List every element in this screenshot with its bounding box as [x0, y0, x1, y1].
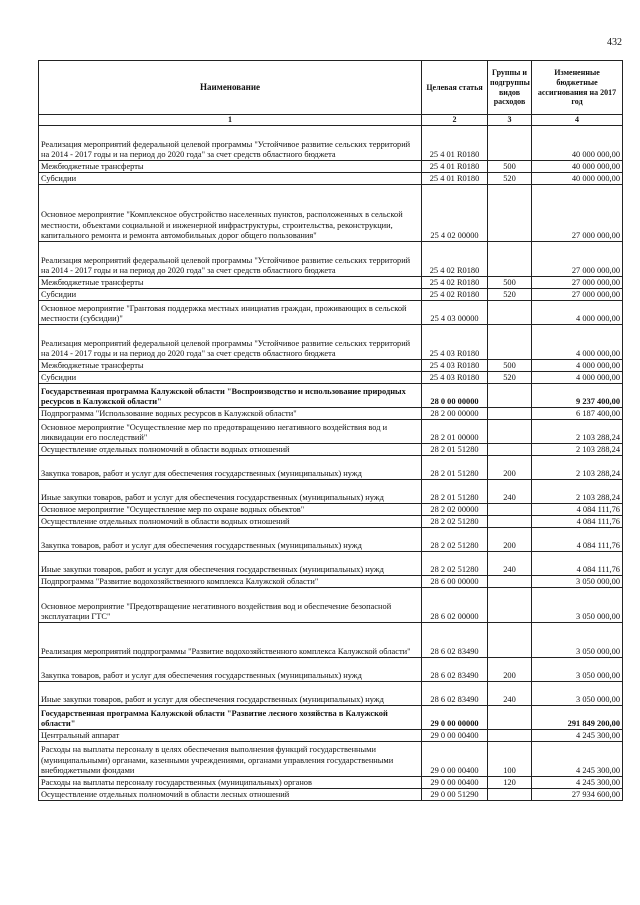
row-group-cell [488, 576, 532, 588]
row-name-cell: Реализация мероприятий федеральной целевой программы "Устойчивое развитие сельских территорий на 2014 - 2017 годы и на период до 2020 года" за счет средств областного бюджета [39, 126, 422, 161]
row-target-code-cell: 28 2 01 00000 [422, 420, 488, 444]
row-group-cell: 500 [488, 277, 532, 289]
row-group-cell: 240 [488, 682, 532, 706]
table-row [39, 576, 623, 588]
table-body [39, 126, 623, 801]
row-amount-cell: 3 050 000,00 [532, 588, 623, 623]
row-amount-cell: 2 103 288,24 [532, 456, 623, 480]
row-amount-cell: 4 245 300,00 [532, 742, 623, 777]
row-target-code-cell: 28 6 00 00000 [422, 576, 488, 588]
row-target-code-cell: 29 0 00 00400 [422, 742, 488, 777]
table-row [39, 682, 623, 706]
table-row [39, 623, 623, 658]
column-index-row [39, 115, 623, 126]
row-amount-cell: 3 050 000,00 [532, 576, 623, 588]
row-amount-cell: 4 084 111,76 [532, 516, 623, 528]
row-name-cell: Государственная программа Калужской области "Развитие лесного хозяйства в Калужской области" [39, 706, 422, 730]
row-target-code-cell: 25 4 03 R0180 [422, 325, 488, 360]
row-amount-cell: 27 000 000,00 [532, 289, 623, 301]
row-group-cell: 200 [488, 456, 532, 480]
row-name-cell: Расходы на выплаты персоналу государственных (муниципальных) органов [39, 777, 422, 789]
row-target-code-cell: 25 4 03 00000 [422, 301, 488, 325]
row-name-cell: Центральный аппарат [39, 730, 422, 742]
row-name-cell: Подпрограмма "Использование водных ресурсов в Калужской области" [39, 408, 422, 420]
row-name-cell: Осуществление отдельных полномочий в области водных отношений [39, 516, 422, 528]
row-group-cell [488, 730, 532, 742]
row-amount-cell: 4 245 300,00 [532, 730, 623, 742]
row-target-code-cell: 25 4 02 00000 [422, 185, 488, 242]
row-amount-cell: 27 000 000,00 [532, 277, 623, 289]
row-name-cell: Закупка товаров, работ и услуг для обеспечения государственных (муниципальных) нужд [39, 456, 422, 480]
row-group-cell [488, 325, 532, 360]
row-amount-cell: 4 084 111,76 [532, 552, 623, 576]
table-row [39, 161, 623, 173]
row-group-cell [488, 420, 532, 444]
row-name-cell: Иные закупки товаров, работ и услуг для обеспечения государственных (муниципальных) нужд [39, 682, 422, 706]
column-index-2: 2 [422, 115, 488, 126]
table-row [39, 789, 623, 801]
table-row [39, 126, 623, 161]
table-row [39, 456, 623, 480]
row-name-cell: Основное мероприятие "Осуществление мер по охране водных объектов" [39, 504, 422, 516]
row-target-code-cell: 28 2 00 00000 [422, 408, 488, 420]
row-target-code-cell: 25 4 03 R0180 [422, 372, 488, 384]
table-row [39, 372, 623, 384]
table-row [39, 325, 623, 360]
row-group-cell [488, 516, 532, 528]
row-target-code-cell: 28 6 02 83490 [422, 623, 488, 658]
row-name-cell: Иные закупки товаров, работ и услуг для обеспечения государственных (муниципальных) нужд [39, 480, 422, 504]
row-name-cell: Закупка товаров, работ и услуг для обеспечения государственных (муниципальных) нужд [39, 658, 422, 682]
row-target-code-cell: 29 0 00 00400 [422, 730, 488, 742]
table-row [39, 173, 623, 185]
row-group-cell: 500 [488, 161, 532, 173]
row-group-cell [488, 789, 532, 801]
row-target-code-cell: 28 2 02 51280 [422, 528, 488, 552]
row-name-cell: Реализация мероприятий федеральной целевой программы "Устойчивое развитие сельских территорий на 2014 - 2017 годы и на период до 2020 года" за счет средств областного бюджета [39, 242, 422, 277]
table-row [39, 528, 623, 552]
row-group-cell: 500 [488, 360, 532, 372]
row-name-cell: Основное мероприятие "Грантовая поддержка местных инициатив граждан, проживающих в сельской местности (субсидии)" [39, 301, 422, 325]
column-index-1: 1 [39, 115, 422, 126]
header-expense-groups: Группы и подгруппы видов расходов [488, 61, 532, 115]
row-name-cell: Субсидии [39, 372, 422, 384]
row-amount-cell: 27 934 600,00 [532, 789, 623, 801]
row-target-code-cell: 29 0 00 00000 [422, 706, 488, 730]
row-name-cell: Государственная программа Калужской области "Воспроизводство и использование природных ресурсов в Калужской области" [39, 384, 422, 408]
row-target-code-cell: 25 4 01 R0180 [422, 161, 488, 173]
row-name-cell: Иные закупки товаров, работ и услуг для обеспечения государственных (муниципальных) нужд [39, 552, 422, 576]
row-name-cell: Межбюджетные трансферты [39, 277, 422, 289]
table-row [39, 360, 623, 372]
row-group-cell [488, 384, 532, 408]
row-amount-cell: 40 000 000,00 [532, 173, 623, 185]
table-row [39, 777, 623, 789]
row-group-cell: 120 [488, 777, 532, 789]
row-amount-cell: 27 000 000,00 [532, 185, 623, 242]
table-row [39, 658, 623, 682]
row-amount-cell: 3 050 000,00 [532, 623, 623, 658]
column-index-4: 4 [532, 115, 623, 126]
row-amount-cell: 40 000 000,00 [532, 161, 623, 173]
table-row [39, 480, 623, 504]
row-amount-cell: 2 103 288,24 [532, 420, 623, 444]
row-group-cell: 520 [488, 289, 532, 301]
row-group-cell: 200 [488, 658, 532, 682]
row-name-cell: Осуществление отдельных полномочий в области лесных отношений [39, 789, 422, 801]
row-name-cell: Реализация мероприятий федеральной целевой программы "Устойчивое развитие сельских территорий на 2014 - 2017 годы и на период до 2020 года" за счет средств областного бюджета [39, 325, 422, 360]
table-row [39, 552, 623, 576]
row-name-cell: Основное мероприятие "Осуществление мер по предотвращению негативного воздействия вод и ликвидации его последствий" [39, 420, 422, 444]
row-name-cell: Субсидии [39, 289, 422, 301]
row-group-cell: 240 [488, 480, 532, 504]
row-group-cell [488, 408, 532, 420]
row-name-cell: Субсидии [39, 173, 422, 185]
row-amount-cell: 291 849 200,00 [532, 706, 623, 730]
table-row [39, 444, 623, 456]
table-row [39, 185, 623, 242]
budget-table [38, 60, 623, 801]
row-group-cell: 520 [488, 173, 532, 185]
row-group-cell: 100 [488, 742, 532, 777]
table-row [39, 504, 623, 516]
row-target-code-cell: 29 0 00 51290 [422, 789, 488, 801]
row-amount-cell: 4 084 111,76 [532, 528, 623, 552]
row-amount-cell: 4 084 111,76 [532, 504, 623, 516]
row-name-cell: Реализация мероприятий подпрограммы "Развитие водохозяйственного комплекса Калужской области" [39, 623, 422, 658]
row-amount-cell: 4 000 000,00 [532, 325, 623, 360]
row-amount-cell: 4 245 300,00 [532, 777, 623, 789]
row-amount-cell: 6 187 400,00 [532, 408, 623, 420]
row-group-cell [488, 444, 532, 456]
row-name-cell: Подпрограмма "Развитие водохозяйственного комплекса Калужской области" [39, 576, 422, 588]
table-row [39, 706, 623, 730]
table-row [39, 588, 623, 623]
table-row [39, 384, 623, 408]
row-target-code-cell: 28 6 02 83490 [422, 682, 488, 706]
page-number: 432 [607, 37, 622, 48]
header-target-article: Целевая статья [422, 61, 488, 115]
row-target-code-cell: 28 2 02 51280 [422, 516, 488, 528]
row-target-code-cell: 28 2 01 51280 [422, 456, 488, 480]
row-amount-cell: 40 000 000,00 [532, 126, 623, 161]
table-row [39, 742, 623, 777]
row-amount-cell: 27 000 000,00 [532, 242, 623, 277]
row-target-code-cell: 25 4 02 R0180 [422, 242, 488, 277]
row-amount-cell: 4 000 000,00 [532, 301, 623, 325]
row-group-cell [488, 504, 532, 516]
table-header [39, 61, 623, 126]
row-name-cell: Основное мероприятие "Комплексное обустройство населенных пунктов, расположенных в сельской местности, объектами социальной и инженерной инфраструктуры, строительства, реконструкции, капитального ремонта и ремонта автомобильных дорог общего пользования" [39, 185, 422, 242]
header-name: Наименование [39, 61, 422, 115]
row-amount-cell: 9 237 400,00 [532, 384, 623, 408]
row-group-cell [488, 623, 532, 658]
table-row [39, 420, 623, 444]
table-row [39, 242, 623, 277]
row-target-code-cell: 28 2 02 00000 [422, 504, 488, 516]
row-target-code-cell: 29 0 00 00400 [422, 777, 488, 789]
row-group-cell [488, 185, 532, 242]
table-row [39, 516, 623, 528]
row-amount-cell: 2 103 288,24 [532, 444, 623, 456]
column-index-3: 3 [488, 115, 532, 126]
row-group-cell: 520 [488, 372, 532, 384]
row-group-cell [488, 588, 532, 623]
row-target-code-cell: 28 2 01 51280 [422, 444, 488, 456]
table-row [39, 408, 623, 420]
row-group-cell: 200 [488, 528, 532, 552]
header-amount-2017: Измененные бюджетные ассигнования на 2017 год [532, 61, 623, 115]
row-target-code-cell: 25 4 01 R0180 [422, 173, 488, 185]
row-name-cell: Закупка товаров, работ и услуг для обеспечения государственных (муниципальных) нужд [39, 528, 422, 552]
row-target-code-cell: 25 4 01 R0180 [422, 126, 488, 161]
row-target-code-cell: 28 6 02 00000 [422, 588, 488, 623]
row-target-code-cell: 25 4 02 R0180 [422, 277, 488, 289]
row-group-cell: 240 [488, 552, 532, 576]
row-name-cell: Межбюджетные трансферты [39, 161, 422, 173]
row-group-cell [488, 706, 532, 730]
row-target-code-cell: 28 2 01 51280 [422, 480, 488, 504]
row-amount-cell: 4 000 000,00 [532, 372, 623, 384]
row-name-cell: Межбюджетные трансферты [39, 360, 422, 372]
row-group-cell [488, 242, 532, 277]
row-amount-cell: 3 050 000,00 [532, 682, 623, 706]
row-amount-cell: 4 000 000,00 [532, 360, 623, 372]
row-name-cell: Расходы на выплаты персоналу в целях обеспечения выполнения функций государственными (муниципальными) органами, казенными учреждениями, органами управления государственными внебюджетными фондами [39, 742, 422, 777]
row-target-code-cell: 28 0 00 00000 [422, 384, 488, 408]
row-amount-cell: 2 103 288,24 [532, 480, 623, 504]
row-target-code-cell: 25 4 03 R0180 [422, 360, 488, 372]
table-row [39, 730, 623, 742]
table-row [39, 289, 623, 301]
table-row [39, 301, 623, 325]
row-target-code-cell: 25 4 02 R0180 [422, 289, 488, 301]
row-amount-cell: 3 050 000,00 [532, 658, 623, 682]
table-row [39, 277, 623, 289]
row-group-cell [488, 301, 532, 325]
row-target-code-cell: 28 2 02 51280 [422, 552, 488, 576]
row-name-cell: Осуществление отдельных полномочий в области водных отношений [39, 444, 422, 456]
row-name-cell: Основное мероприятие "Предотвращение негативного воздействия вод и обеспечение безопасной эксплуатации ГТС" [39, 588, 422, 623]
row-group-cell [488, 126, 532, 161]
row-target-code-cell: 28 6 02 83490 [422, 658, 488, 682]
